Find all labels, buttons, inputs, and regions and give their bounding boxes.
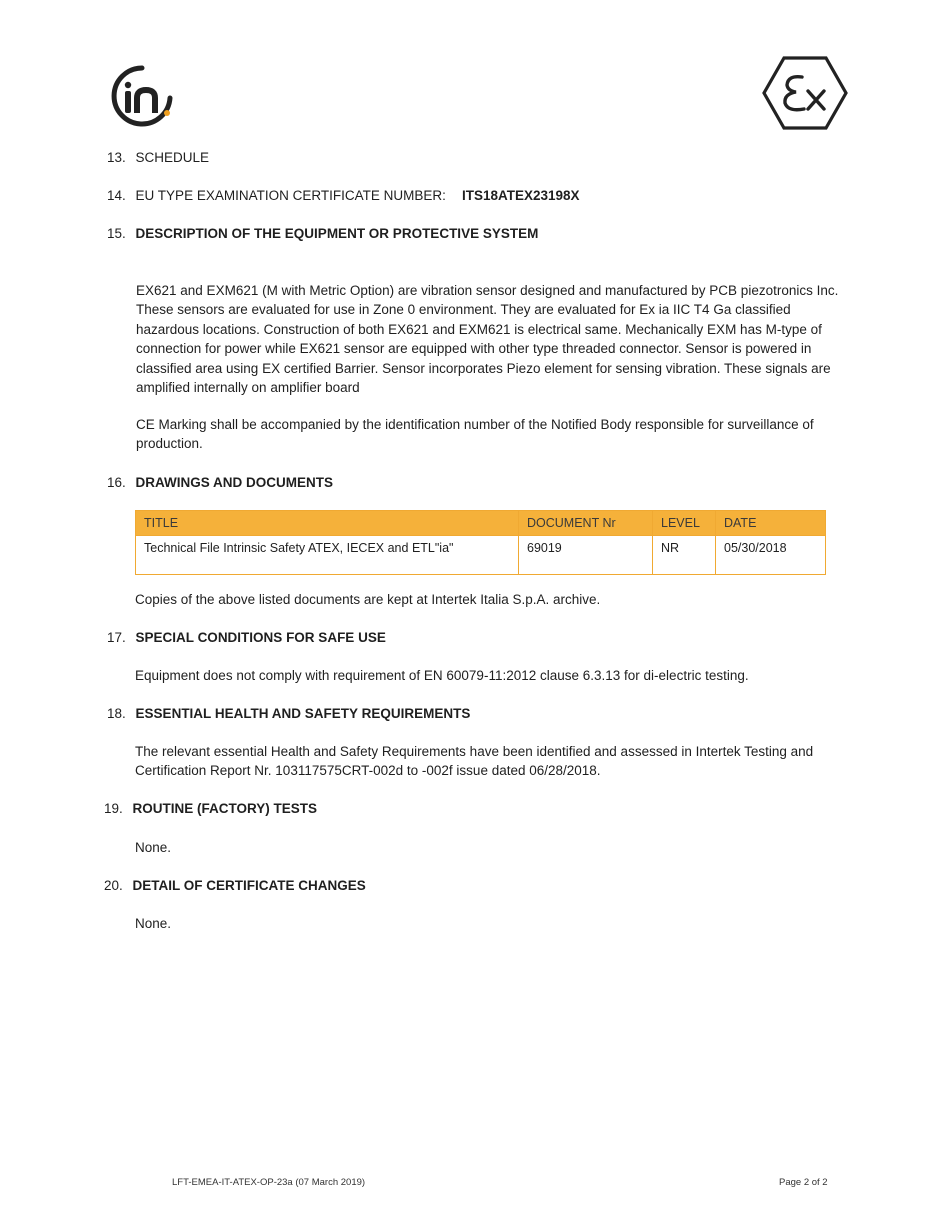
section-14 [107,186,446,205]
table-cell: 05/30/2018 [716,536,826,575]
column-header: LEVEL [653,511,716,536]
routine-tests-text: None. [135,840,172,855]
section-18 [107,704,470,723]
section-number: 20. [104,878,123,893]
section-number: 15. [107,226,126,241]
documents-table [135,510,826,575]
section-number: 16. [107,475,126,490]
section-number: 13. [107,150,126,165]
ex-hexagon-icon [762,55,848,131]
section-20 [104,876,366,895]
section-number: 18. [107,706,126,721]
intertek-logo-icon [104,62,180,128]
section-title: DESCRIPTION OF THE EQUIPMENT OR PROTECTIVE SYSTEM [135,226,539,241]
section-19 [104,799,317,818]
table-row [136,536,826,575]
section-16 [107,473,333,492]
section-17 [107,628,386,647]
section-title: ESSENTIAL HEALTH AND SAFETY REQUIREMENTS [135,706,471,721]
table-header-row [136,511,826,536]
special-conditions-text: Equipment does not comply with requirement of EN 60079-11:2012 clause 6.3.13 for di-electric testing. [135,668,749,683]
section-number: 14. [107,188,126,203]
section-number: 17. [107,630,126,645]
section-title: EU TYPE EXAMINATION CERTIFICATE NUMBER: [135,188,446,203]
section-15 [107,224,538,243]
health-safety-text: The relevant essential Health and Safety Requirements have been identified and assessed in Intertek Testing and Certification Report Nr. 103117575CRT-002d to -002f issue dated 06/28/2018. [135,744,814,779]
table-cell: 69019 [519,536,653,575]
section-title: ROUTINE (FACTORY) TESTS [132,801,318,816]
section-title: SPECIAL CONDITIONS FOR SAFE USE [135,630,386,645]
ce-marking-note: CE Marking shall be accompanied by the identification number of the Notified Body responsible for surveillance of production. [136,417,814,452]
section-number: 19. [104,801,123,816]
equipment-description: EX621 and EXM621 (M with Metric Option) are vibration sensor designed and manufactured by PCB piezotronics Inc. These sensors are evaluated for use in Zone 0 environment. They are evaluated for Ex ia IIC T4 Ga classified hazardous locations. Construction of both EX621 and EXM621 is electrical same. Mechanically EXM has M-type of connection for power while EX621 sensor are equipped with other type threaded connector. Sensor is powered in classified area using EX certified Barrier. Sensor incorporates Piezo element for sensing vibration. These signals are amplified internally on amplifier board [136,283,839,396]
section-title: SCHEDULE [135,150,210,165]
column-header: TITLE [136,511,519,536]
table-cell: NR [653,536,716,575]
section-title: DETAIL OF CERTIFICATE CHANGES [132,878,366,893]
column-header: DATE [716,511,826,536]
section-13 [107,148,209,167]
page-number: Page 2 of 2 [779,1177,828,1188]
archive-note: Copies of the above listed documents are kept at Intertek Italia S.p.A. archive. [135,592,601,607]
certificate-number: ITS18ATEX23198X [462,188,580,203]
form-code: LFT-EMEA-IT-ATEX-OP-23a (07 March 2019) [172,1177,366,1188]
column-header: DOCUMENT Nr [519,511,653,536]
certificate-changes-text: None. [135,916,172,931]
table-cell: Technical File Intrinsic Safety ATEX, IECEX and ETL"ia" [136,536,519,575]
section-title: DRAWINGS AND DOCUMENTS [135,475,334,490]
